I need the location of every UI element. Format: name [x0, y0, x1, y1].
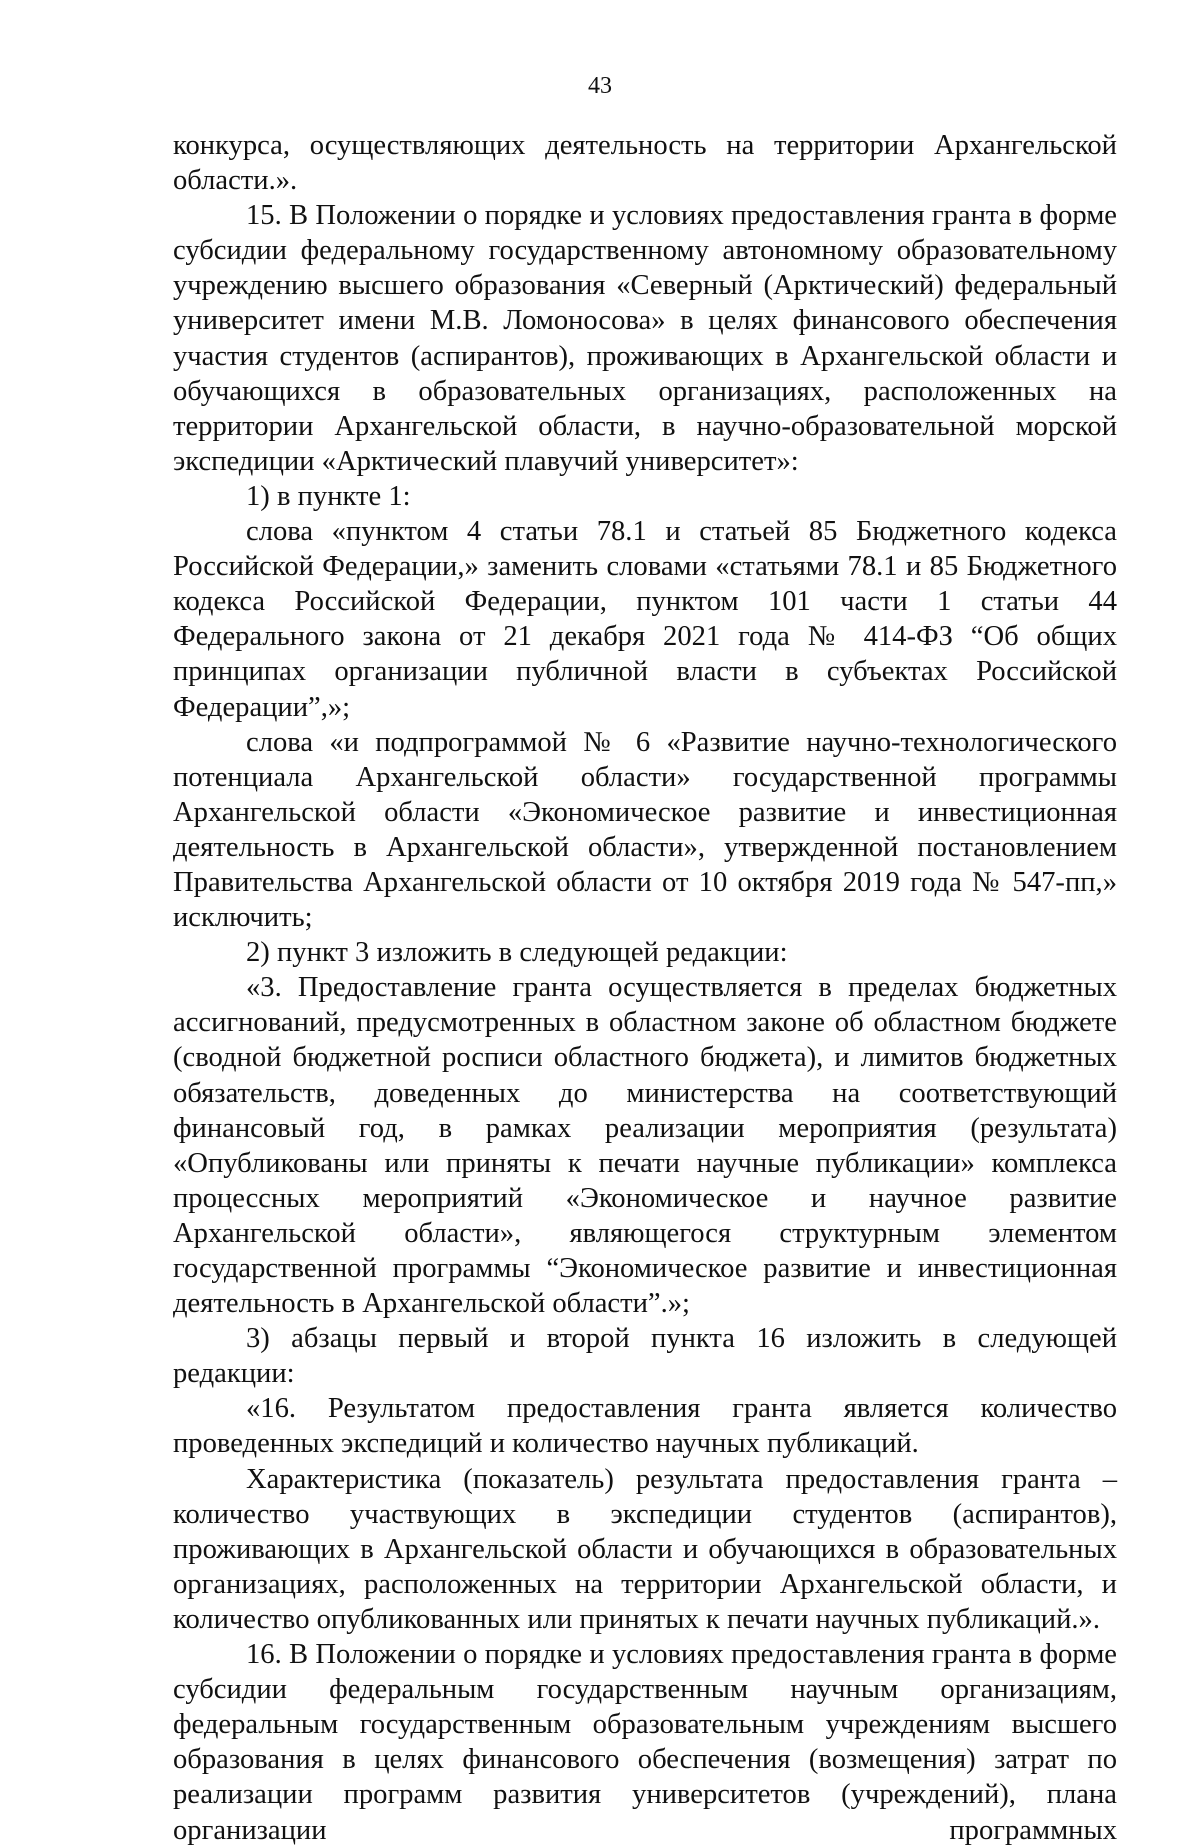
document-body [173, 128, 1117, 1848]
paragraph-clause-16-text: «16. Результатом предоставления гранта является количество проведенных экспедиций и количество научных публикаций. [173, 1393, 1117, 1460]
paragraph-item-15: 15. В Положении о порядке и условиях предоставления гранта в форме субсидии федеральному государственному автономному образовательному учреждению высшего образования «Северный (Арктический) федеральный университет имени М.В. Ломоносова» в целях финансового обеспечения участия студентов (аспирантов), проживающих в Архангельской области и обучающихся в образовательных организациях, расположенных на территории Архангельской области, в научно-образовательной морской экспедиции «Арктический плавучий университет»: [173, 200, 1117, 477]
paragraph-clause-3-text: «3. Предоставление гранта осуществляется в пределах бюджетных ассигнований, предусмотренных в областном законе об областном бюджете (сводной бюджетной росписи областного бюджета), и лимитов бюджетных обязательств, доведенных до министерства на соответствующий финансовый год, в рамках реализации мероприятия (результата) «Опубликованы или приняты к печати научные публикации» комплекса процессных мероприятий «Экономическое и научное развитие Архангельской области», являющегося структурным элементом государственной программы “Экономическое развитие и инвестиционная деятельность в Архангельской области”.»; [173, 972, 1117, 1320]
paragraph-subitem-3: 3) абзацы первый и второй пункта 16 изложить в следующей редакции: [173, 1323, 1117, 1390]
paragraph-replace-words-1: слова «пунктом 4 статьи 78.1 и статьей 85 Бюджетного кодекса Российской Федерации,» заменить словами «статьями 78.1 и 85 Бюджетного кодекса Российской Федерации, пунктом 101 части 1 статьи 44 Федерального закона от 21 декабря 2021 года № 414-ФЗ “Об общих принципах организации публичной власти в субъектах Российской Федерации”,»; [173, 516, 1117, 723]
paragraph-subitem-1: 1) в пункте 1: [246, 480, 411, 512]
paragraph-subitem-2: 2) пункт 3 изложить в следующей редакции: [246, 937, 788, 969]
paragraph-item-16: 16. В Положении о порядке и условиях предоставления гранта в форме субсидии федеральным государственным научным организациям, федеральным государственным образовательным учреждениям высшего образования в целях финансового обеспечения (возмещения) затрат по реализации программ развития университетов (учреждений), плана организации программных [173, 1639, 1117, 1846]
paragraph-exclude-words: слова «и подпрограммой № 6 «Развитие научно-технологического потенциала Архангельской области» государственной программы Архангельской области «Экономическое развитие и инвестиционная деятельность в Архангельской области», утвержденной постановлением Правительства Архангельской области от 10 октября 2019 года № 547-пп,» исключить; [173, 726, 1117, 934]
paragraph-indicator-text: Характеристика (показатель) результата предоставления гранта – количество участвующих в экспедиции студентов (аспирантов), проживающих в Архангельской области и обучающихся в образовательных организациях, расположенных на территории Архангельской области, и количество опубликованных или принятых к печати научных публикаций.». [173, 1463, 1117, 1635]
page-number: 43 [588, 73, 612, 99]
paragraph-continuation: конкурса, осуществляющих деятельность на территории Архангельской области.». [173, 130, 1117, 197]
